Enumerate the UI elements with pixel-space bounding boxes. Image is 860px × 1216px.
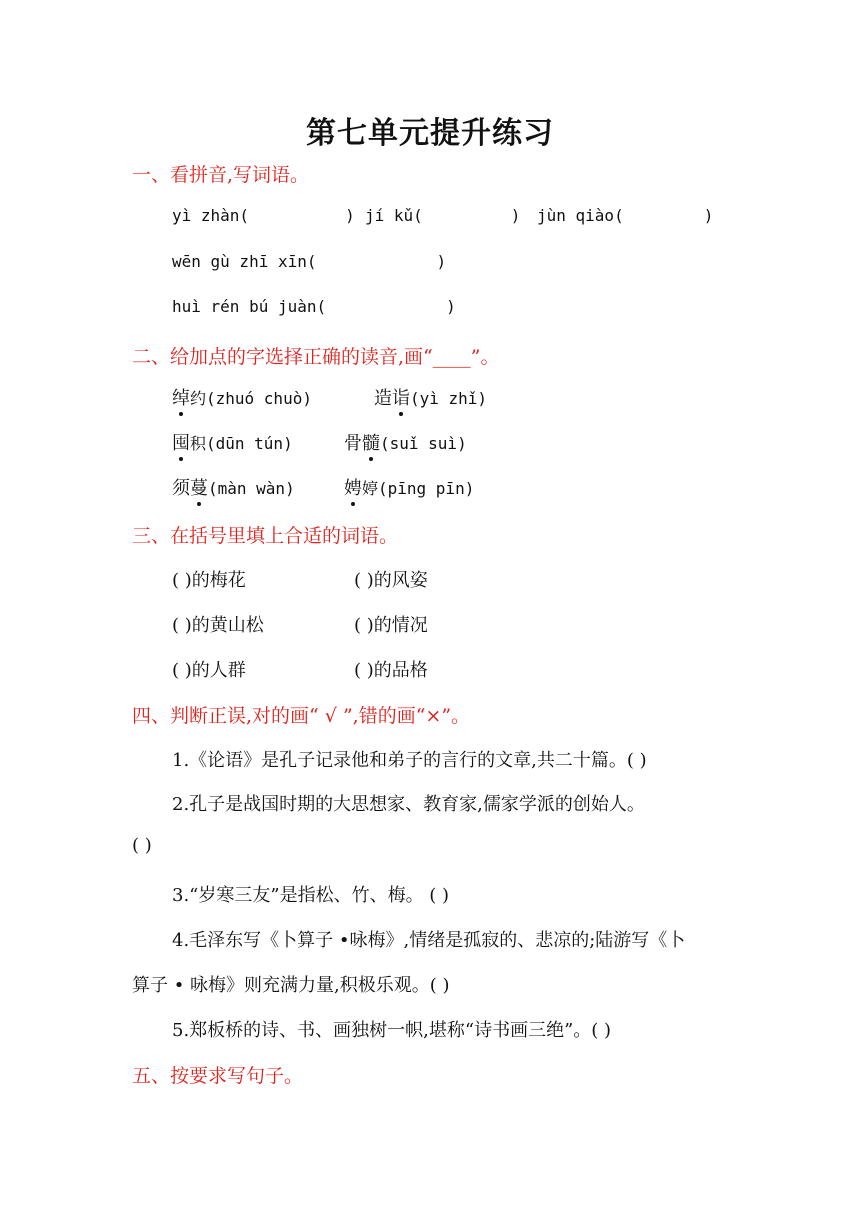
reading-item-4: 骨髓(suǐ suì)	[344, 429, 467, 455]
fill-item-left-3: ( )的人群	[172, 660, 246, 681]
fill-item-right-1: ( )的风姿	[354, 570, 428, 591]
pinyin-item-1: yì zhàn( )	[172, 206, 355, 225]
judge-item-3: 3.“岁寒三友”是指松、竹、梅。 ( )	[172, 885, 450, 906]
section-2-heading: 二、给加点的字选择正确的读音,画“____”。	[132, 346, 500, 368]
reading-item-5: 须蔓(màn wàn)	[172, 474, 295, 500]
reading-item-2: 造诣(yì zhǐ)	[374, 384, 487, 410]
judge-item-2: 2.孔子是战国时期的大思想家、教育家,儒家学派的创始人。	[172, 794, 645, 815]
pinyin-item-4: wēn gù zhī xīn( )	[172, 252, 447, 271]
judge-item-4-cont: 算子 • 咏梅》则充满力量,积极乐观。( )	[132, 975, 450, 996]
page-title: 第七单元提升练习	[306, 116, 554, 151]
pinyin-item-5: huì rén bú juàn( )	[172, 297, 456, 316]
section-5-heading: 五、按要求写句子。	[132, 1065, 304, 1087]
pinyin-item-2: jí kǔ( )	[365, 206, 521, 225]
fill-item-left-2: ( )的黄山松	[172, 615, 264, 636]
pinyin-item-3: jùn qiào( )	[537, 206, 714, 225]
judge-item-1: 1.《论语》是孔子记录他和弟子的言行的文章,共二十篇。( )	[172, 750, 647, 771]
judge-item-5: 5.郑板桥的诗、书、画独树一帜,堪称“诗书画三绝”。( )	[172, 1020, 612, 1041]
reading-item-1: 绰约(zhuó chuò)	[172, 384, 312, 410]
judge-item-4: 4.毛泽东写《卜算子 •咏梅》,情绪是孤寂的、悲凉的;陆游写《卜	[172, 930, 686, 951]
section-3-heading: 三、在括号里填上合适的词语。	[132, 525, 399, 547]
reading-item-6: 娉婷(pīng pīn)	[344, 474, 474, 500]
reading-item-3: 囤积(dūn tún)	[172, 429, 293, 455]
fill-item-right-3: ( )的品格	[354, 660, 428, 681]
section-1-heading: 一、看拼音,写词语。	[132, 164, 310, 186]
section-4-heading: 四、判断正误,对的画“ √ ”,错的画“×”。	[132, 705, 471, 727]
judge-item-2-blank: ( )	[132, 835, 152, 856]
fill-item-right-2: ( )的情况	[354, 615, 428, 636]
fill-item-left-1: ( )的梅花	[172, 570, 246, 591]
